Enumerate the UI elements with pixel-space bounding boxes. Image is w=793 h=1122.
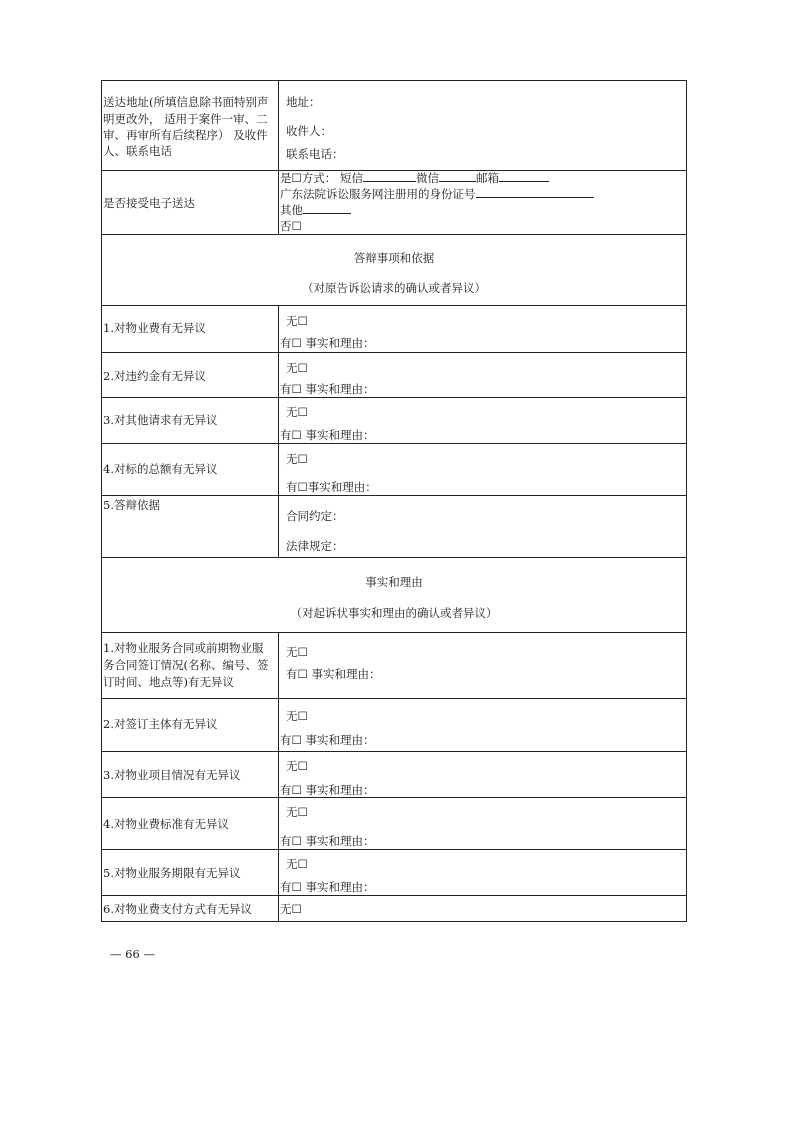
no-objection-option[interactable]: 无☐	[286, 645, 308, 659]
has-objection-option[interactable]: 有☐ 事实和理由：	[280, 880, 375, 894]
item-label: 6.对物业费支付方式有无异议	[103, 902, 252, 916]
delivery-label-line: 明更改外， 适用于案件一审、二	[103, 112, 268, 126]
other-blank[interactable]	[303, 203, 351, 214]
item-label-cell	[102, 444, 279, 495]
item-label-line: 务合同签订情况(名称、编号、签	[103, 658, 269, 672]
basis-label: 5.答辩依据	[103, 498, 160, 512]
electronic-delivery-row	[101, 171, 687, 235]
item-label-line: 1.对物业服务合同或前期物业服	[103, 641, 264, 655]
item-value-cell	[279, 398, 686, 443]
court-id-line	[280, 187, 594, 201]
delivery-label-cell	[102, 81, 279, 170]
item-value-cell	[279, 896, 686, 921]
no-electronic-option[interactable]: 否☐	[280, 219, 302, 233]
item-label: 2.对签订主体有无异议	[103, 717, 218, 731]
phone-field[interactable]: 联系电话：	[286, 147, 344, 161]
item-value-cell	[279, 633, 686, 698]
fact-item-row	[101, 699, 687, 752]
has-objection-option[interactable]: 有☐ 事实和理由：	[280, 428, 375, 442]
wechat-blank[interactable]	[439, 171, 476, 182]
fact-item-row	[101, 896, 687, 922]
no-objection-option[interactable]: 无☐	[286, 314, 308, 328]
no-objection-option[interactable]: 无☐	[286, 805, 308, 819]
has-objection-option[interactable]: 有☐ 事实和理由：	[286, 667, 381, 681]
item-label: 4.对物业费标准有无异议	[103, 817, 229, 831]
item-label-line: 订时间、地点等)有无异议	[103, 675, 234, 689]
delivery-label-line: 人、联系电话	[103, 144, 172, 158]
no-objection-option[interactable]: 无☐	[286, 709, 308, 723]
item-label: 3.对物业项目情况有无异议	[103, 768, 241, 782]
section-subtitle: （对原告诉讼请求的确认或者异议）	[302, 281, 486, 295]
delivery-label-line: 送达地址(所填信息除书面特别声	[103, 95, 269, 109]
defense-item-row	[101, 353, 687, 398]
wechat-option[interactable]: 微信	[415, 171, 439, 185]
law-field[interactable]: 法律规定：	[286, 539, 344, 553]
no-objection-option[interactable]: 无☐	[280, 902, 302, 916]
contract-field[interactable]: 合同约定：	[286, 509, 344, 523]
item-label: 4.对标的总额有无异议	[103, 462, 218, 476]
sms-blank[interactable]	[363, 171, 416, 182]
item-value-cell	[279, 798, 686, 849]
item-label-cell	[102, 306, 279, 352]
item-value-cell	[279, 699, 686, 751]
electronic-label-cell	[102, 171, 279, 234]
electronic-value-cell	[279, 171, 686, 234]
no-objection-option[interactable]: 无☐	[286, 857, 308, 871]
delivery-value-cell	[279, 81, 686, 170]
item-label: 2.对违约金有无异议	[103, 369, 206, 383]
recipient-field[interactable]: 收件人：	[286, 124, 332, 138]
defense-item-row	[101, 444, 687, 496]
defense-item-row	[101, 306, 687, 353]
fact-item-row	[101, 850, 687, 896]
fact-item-row	[101, 633, 687, 699]
item-label-cell	[102, 752, 279, 797]
item-label-cell	[102, 850, 279, 895]
email-blank[interactable]	[499, 171, 549, 182]
item-label: 1.对物业费有无异议	[103, 321, 206, 335]
item-value-cell	[279, 353, 686, 397]
section-title: 答辩事项和依据	[353, 251, 435, 265]
item-value-cell	[279, 444, 686, 495]
defense-basis-row	[101, 496, 687, 558]
item-label-cell	[102, 633, 279, 698]
defense-section-header	[101, 235, 687, 306]
has-objection-option[interactable]: 有☐ 事实和理由：	[280, 336, 375, 350]
has-objection-option[interactable]: 有☐ 事实和理由：	[280, 834, 375, 848]
fact-item-row	[101, 798, 687, 850]
item-label: 3.对其他请求有无异议	[103, 413, 218, 427]
item-label: 5.对物业服务期限有无异议	[103, 866, 241, 880]
yes-methods-option[interactable]: 是☐方式： 短信	[280, 171, 363, 185]
item-label-cell	[102, 798, 279, 849]
delivery-label-line: 审、再审所有后续程序） 及收件	[103, 128, 268, 142]
no-objection-option[interactable]: 无☐	[286, 452, 308, 466]
item-value-cell	[279, 306, 686, 352]
item-label-cell	[102, 398, 279, 443]
item-label-cell	[102, 353, 279, 397]
electronic-label: 是否接受电子送达	[103, 196, 195, 210]
defense-item-row	[101, 398, 687, 444]
court-id-label: 广东法院诉讼服务网注册用的身份证号	[280, 187, 476, 201]
section-subtitle: （对起诉状事实和理由的确认或者异议）	[290, 606, 498, 620]
has-objection-option[interactable]: 有☐事实和理由：	[286, 480, 377, 494]
item-value-cell	[279, 752, 686, 797]
fact-item-row	[101, 752, 687, 798]
no-objection-option[interactable]: 无☐	[286, 405, 308, 419]
other-option[interactable]: 其他	[280, 203, 303, 217]
delivery-row	[101, 80, 687, 171]
no-objection-option[interactable]: 无☐	[286, 361, 308, 375]
no-objection-option[interactable]: 无☐	[286, 759, 308, 773]
item-label-cell	[102, 699, 279, 751]
section-title: 事实和理由	[365, 575, 423, 589]
address-field[interactable]: 地址：	[286, 95, 321, 109]
page-number: — 66 —	[110, 947, 155, 961]
has-objection-option[interactable]: 有☐ 事实和理由：	[280, 733, 375, 747]
electronic-methods-line	[280, 171, 549, 185]
has-objection-option[interactable]: 有☐ 事实和理由：	[280, 382, 375, 396]
item-value-cell	[279, 850, 686, 895]
facts-section-header	[101, 558, 687, 633]
basis-label-cell	[102, 496, 279, 557]
other-line	[280, 203, 351, 217]
has-objection-option[interactable]: 有☐ 事实和理由：	[280, 783, 375, 797]
court-id-blank[interactable]	[476, 187, 594, 198]
basis-value-cell	[279, 496, 686, 557]
item-label-cell	[102, 896, 279, 921]
email-option[interactable]: 邮箱	[475, 171, 499, 185]
